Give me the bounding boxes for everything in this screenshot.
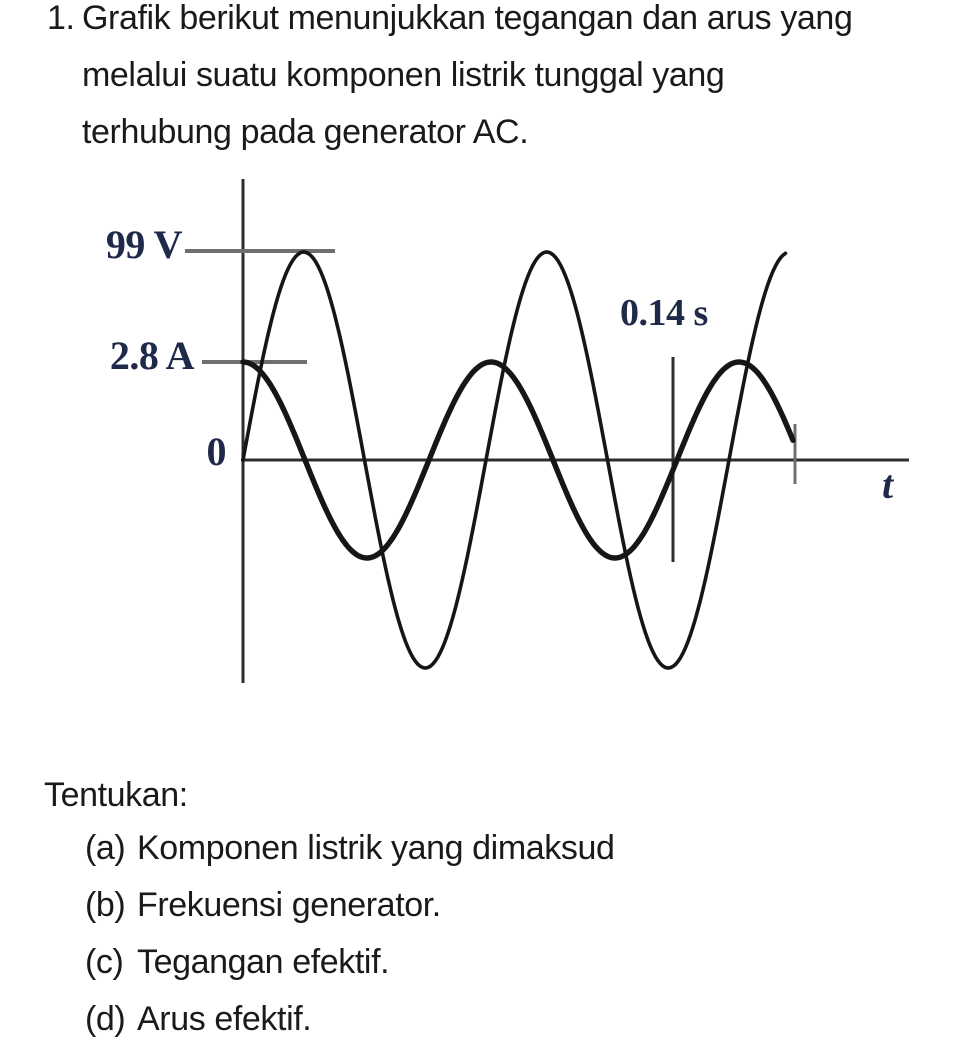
task-item-d [85,997,311,1041]
task-item-b-text: Frekuensi generator. [137,886,441,924]
task-item-c-text: Tegangan efektif. [137,943,390,981]
task-item-b-label: (b) [85,886,126,924]
problem-line-3: terhubung pada generator AC. [82,113,529,151]
problem-line-1-text: Grafik berikut menunjukkan tegangan dan arus yang [82,0,853,37]
time-marker-label: 0.14 s [620,292,708,334]
origin-label: 0 [206,429,226,474]
task-item-d-label: (d) [85,1000,126,1038]
voltage-peak-label: 99 V [105,222,182,267]
task-item-a-text: Komponen listrik yang dimaksud [137,829,615,867]
tasks-intro: Tentukan: [44,776,188,814]
current-peak-label: 2.8 A [109,333,194,378]
time-axis-label: t [882,462,893,507]
task-item-a [85,826,614,870]
task-item-d-text: Arus efektif. [137,1000,312,1038]
task-item-c-label: (c) [85,943,124,981]
problem-number: 1. [47,0,75,37]
problem-line-2: melalui suatu komponen listrik tunggal yang [82,56,725,94]
task-item-c [85,940,389,984]
task-item-a-label: (a) [85,829,126,867]
task-item-b [85,883,441,927]
